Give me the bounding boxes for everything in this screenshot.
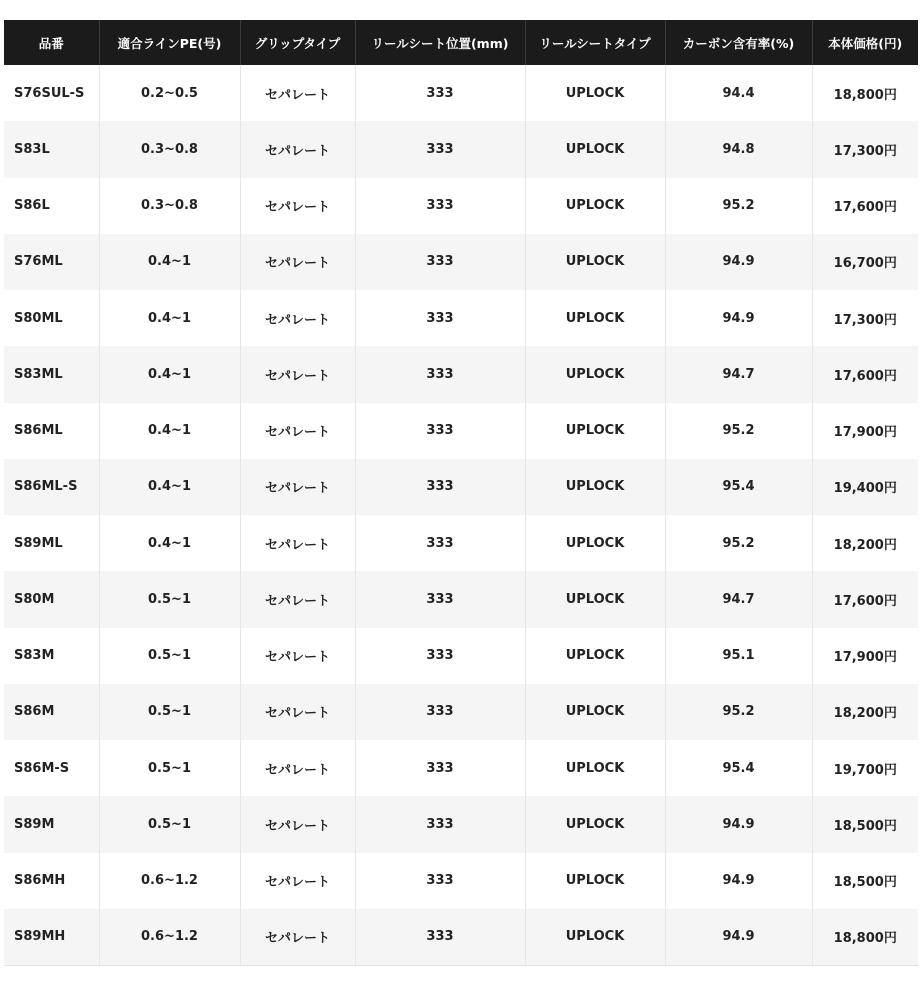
cell-reel-seat-type: UPLOCK	[525, 178, 665, 234]
cell-reel-seat-type: UPLOCK	[525, 515, 665, 571]
header-carbon-content: カーボン含有率(%)	[665, 20, 812, 65]
cell-price: 18,800円	[812, 65, 918, 121]
cell-carbon-content: 94.9	[665, 909, 812, 965]
cell-carbon-content: 94.7	[665, 346, 812, 402]
cell-price: 18,500円	[812, 796, 918, 852]
cell-model-number: S83L	[14, 141, 50, 157]
cell-carbon-content: 95.4	[665, 459, 812, 515]
header-model-number: 品番	[38, 35, 64, 51]
cell-carbon-content: 95.2	[665, 515, 812, 571]
cell-reel-seat-type: UPLOCK	[525, 740, 665, 796]
cell-reel-seat-type: UPLOCK	[525, 346, 665, 402]
cell-price: 17,300円	[812, 121, 918, 177]
cell-reel-seat-position: 333	[355, 909, 525, 965]
cell-carbon-content: 94.7	[665, 571, 812, 627]
cell-reel-seat-type: UPLOCK	[525, 571, 665, 627]
cell-reel-seat-position: 333	[355, 628, 525, 684]
cell-reel-seat-type: UPLOCK	[525, 459, 665, 515]
cell-reel-seat-position: 333	[355, 571, 525, 627]
cell-grip-type: セパレート	[240, 290, 355, 346]
cell-reel-seat-position: 333	[355, 65, 525, 121]
cell-reel-seat-type: UPLOCK	[525, 121, 665, 177]
cell-carbon-content: 94.9	[665, 796, 812, 852]
header-price: 本体価格(円)	[812, 20, 918, 65]
table-row	[4, 346, 918, 402]
cell-reel-seat-type: UPLOCK	[525, 853, 665, 909]
table-row	[4, 628, 918, 684]
cell-reel-seat-position: 333	[355, 796, 525, 852]
cell-price: 18,500円	[812, 853, 918, 909]
cell-reel-seat-position: 333	[355, 684, 525, 740]
table-header	[4, 20, 918, 65]
table-row	[4, 571, 918, 627]
cell-carbon-content: 94.9	[665, 234, 812, 290]
cell-carbon-content: 95.2	[665, 403, 812, 459]
cell-reel-seat-position: 333	[355, 178, 525, 234]
header-line-pe: 適合ラインPE(号)	[99, 20, 240, 65]
cell-model-number: S76SUL-S	[14, 85, 85, 101]
table-row	[4, 121, 918, 177]
cell-carbon-content: 94.9	[665, 290, 812, 346]
cell-line-pe: 0.4~1	[99, 234, 240, 290]
table-body	[4, 65, 918, 965]
cell-reel-seat-type: UPLOCK	[525, 403, 665, 459]
cell-model-number: S86ML	[14, 423, 63, 439]
cell-grip-type: セパレート	[240, 628, 355, 684]
cell-reel-seat-position: 333	[355, 403, 525, 459]
cell-price: 18,800円	[812, 909, 918, 965]
cell-grip-type: セパレート	[240, 403, 355, 459]
table-row	[4, 290, 918, 346]
cell-line-pe: 0.6~1.2	[99, 909, 240, 965]
cell-reel-seat-position: 333	[355, 740, 525, 796]
cell-line-pe: 0.5~1	[99, 740, 240, 796]
cell-price: 19,700円	[812, 740, 918, 796]
cell-reel-seat-position: 333	[355, 853, 525, 909]
header-reel-seat-position: リールシート位置(mm)	[355, 20, 525, 65]
cell-line-pe: 0.5~1	[99, 571, 240, 627]
cell-model-number: S80ML	[14, 310, 63, 326]
cell-line-pe: 0.4~1	[99, 290, 240, 346]
header-grip-type: グリップタイプ	[240, 20, 355, 65]
cell-model-number: S83M	[14, 648, 55, 664]
cell-grip-type: セパレート	[240, 796, 355, 852]
cell-model-number: S89ML	[14, 535, 63, 551]
cell-grip-type: セパレート	[240, 178, 355, 234]
cell-grip-type: セパレート	[240, 909, 355, 965]
cell-carbon-content: 94.4	[665, 65, 812, 121]
table-row	[4, 909, 918, 965]
cell-line-pe: 0.2~0.5	[99, 65, 240, 121]
cell-reel-seat-type: UPLOCK	[525, 909, 665, 965]
cell-model-number: S76ML	[14, 254, 63, 270]
cell-model-number: S86MH	[14, 873, 66, 889]
cell-carbon-content: 94.9	[665, 853, 812, 909]
table-row	[4, 459, 918, 515]
cell-grip-type: セパレート	[240, 346, 355, 402]
cell-reel-seat-position: 333	[355, 346, 525, 402]
cell-line-pe: 0.6~1.2	[99, 853, 240, 909]
cell-price: 17,900円	[812, 628, 918, 684]
cell-price: 16,700円	[812, 234, 918, 290]
cell-reel-seat-type: UPLOCK	[525, 234, 665, 290]
cell-reel-seat-position: 333	[355, 234, 525, 290]
cell-price: 17,600円	[812, 178, 918, 234]
header-row	[4, 20, 918, 65]
cell-model-number: S80M	[14, 591, 55, 607]
cell-line-pe: 0.5~1	[99, 684, 240, 740]
table-row	[4, 234, 918, 290]
cell-line-pe: 0.3~0.8	[99, 178, 240, 234]
cell-model-number: S86ML-S	[14, 479, 78, 495]
cell-model-number: S89MH	[4, 909, 99, 965]
cell-reel-seat-type: UPLOCK	[525, 290, 665, 346]
cell-price: 19,400円	[812, 459, 918, 515]
table-row	[4, 515, 918, 571]
cell-reel-seat-type: UPLOCK	[525, 628, 665, 684]
cell-grip-type: セパレート	[240, 121, 355, 177]
table-row	[4, 740, 918, 796]
cell-reel-seat-position: 333	[355, 121, 525, 177]
cell-line-pe: 0.4~1	[99, 459, 240, 515]
cell-model-number: S86L	[14, 198, 50, 214]
cell-line-pe: 0.4~1	[99, 346, 240, 402]
cell-price: 18,200円	[812, 515, 918, 571]
cell-grip-type: セパレート	[240, 684, 355, 740]
cell-price: 17,600円	[812, 571, 918, 627]
cell-reel-seat-position: 333	[355, 290, 525, 346]
cell-reel-seat-type: UPLOCK	[525, 65, 665, 121]
cell-line-pe: 0.3~0.8	[99, 121, 240, 177]
table-row	[4, 853, 918, 909]
table-row	[4, 403, 918, 459]
cell-price: 17,900円	[812, 403, 918, 459]
cell-reel-seat-type: UPLOCK	[525, 684, 665, 740]
cell-price: 17,300円	[812, 290, 918, 346]
cell-grip-type: セパレート	[240, 65, 355, 121]
cell-model-number: S83ML	[14, 366, 63, 382]
cell-reel-seat-position: 333	[355, 515, 525, 571]
cell-carbon-content: 95.1	[665, 628, 812, 684]
table-row	[4, 65, 918, 121]
cell-line-pe: 0.4~1	[99, 515, 240, 571]
cell-line-pe: 0.5~1	[99, 796, 240, 852]
cell-grip-type: セパレート	[240, 571, 355, 627]
cell-grip-type: セパレート	[240, 515, 355, 571]
cell-line-pe: 0.5~1	[99, 628, 240, 684]
cell-model-number: S86M	[14, 704, 55, 720]
table-row	[4, 796, 918, 852]
header-reel-seat-type: リールシートタイプ	[525, 20, 665, 65]
cell-price: 18,200円	[812, 684, 918, 740]
cell-carbon-content: 95.2	[665, 178, 812, 234]
spec-table	[4, 20, 918, 966]
cell-price: 17,600円	[812, 346, 918, 402]
cell-model-number: S86M-S	[14, 760, 70, 776]
cell-carbon-content: 94.8	[665, 121, 812, 177]
cell-grip-type: セパレート	[240, 234, 355, 290]
cell-grip-type: セパレート	[240, 740, 355, 796]
cell-reel-seat-position: 333	[355, 459, 525, 515]
table-row	[4, 178, 918, 234]
spec-table-container	[4, 20, 918, 966]
cell-carbon-content: 95.2	[665, 684, 812, 740]
cell-grip-type: セパレート	[240, 459, 355, 515]
cell-carbon-content: 95.4	[665, 740, 812, 796]
cell-model-number: S89M	[14, 816, 55, 832]
cell-reel-seat-type: UPLOCK	[525, 796, 665, 852]
table-row	[4, 684, 918, 740]
cell-grip-type: セパレート	[240, 853, 355, 909]
cell-line-pe: 0.4~1	[99, 403, 240, 459]
